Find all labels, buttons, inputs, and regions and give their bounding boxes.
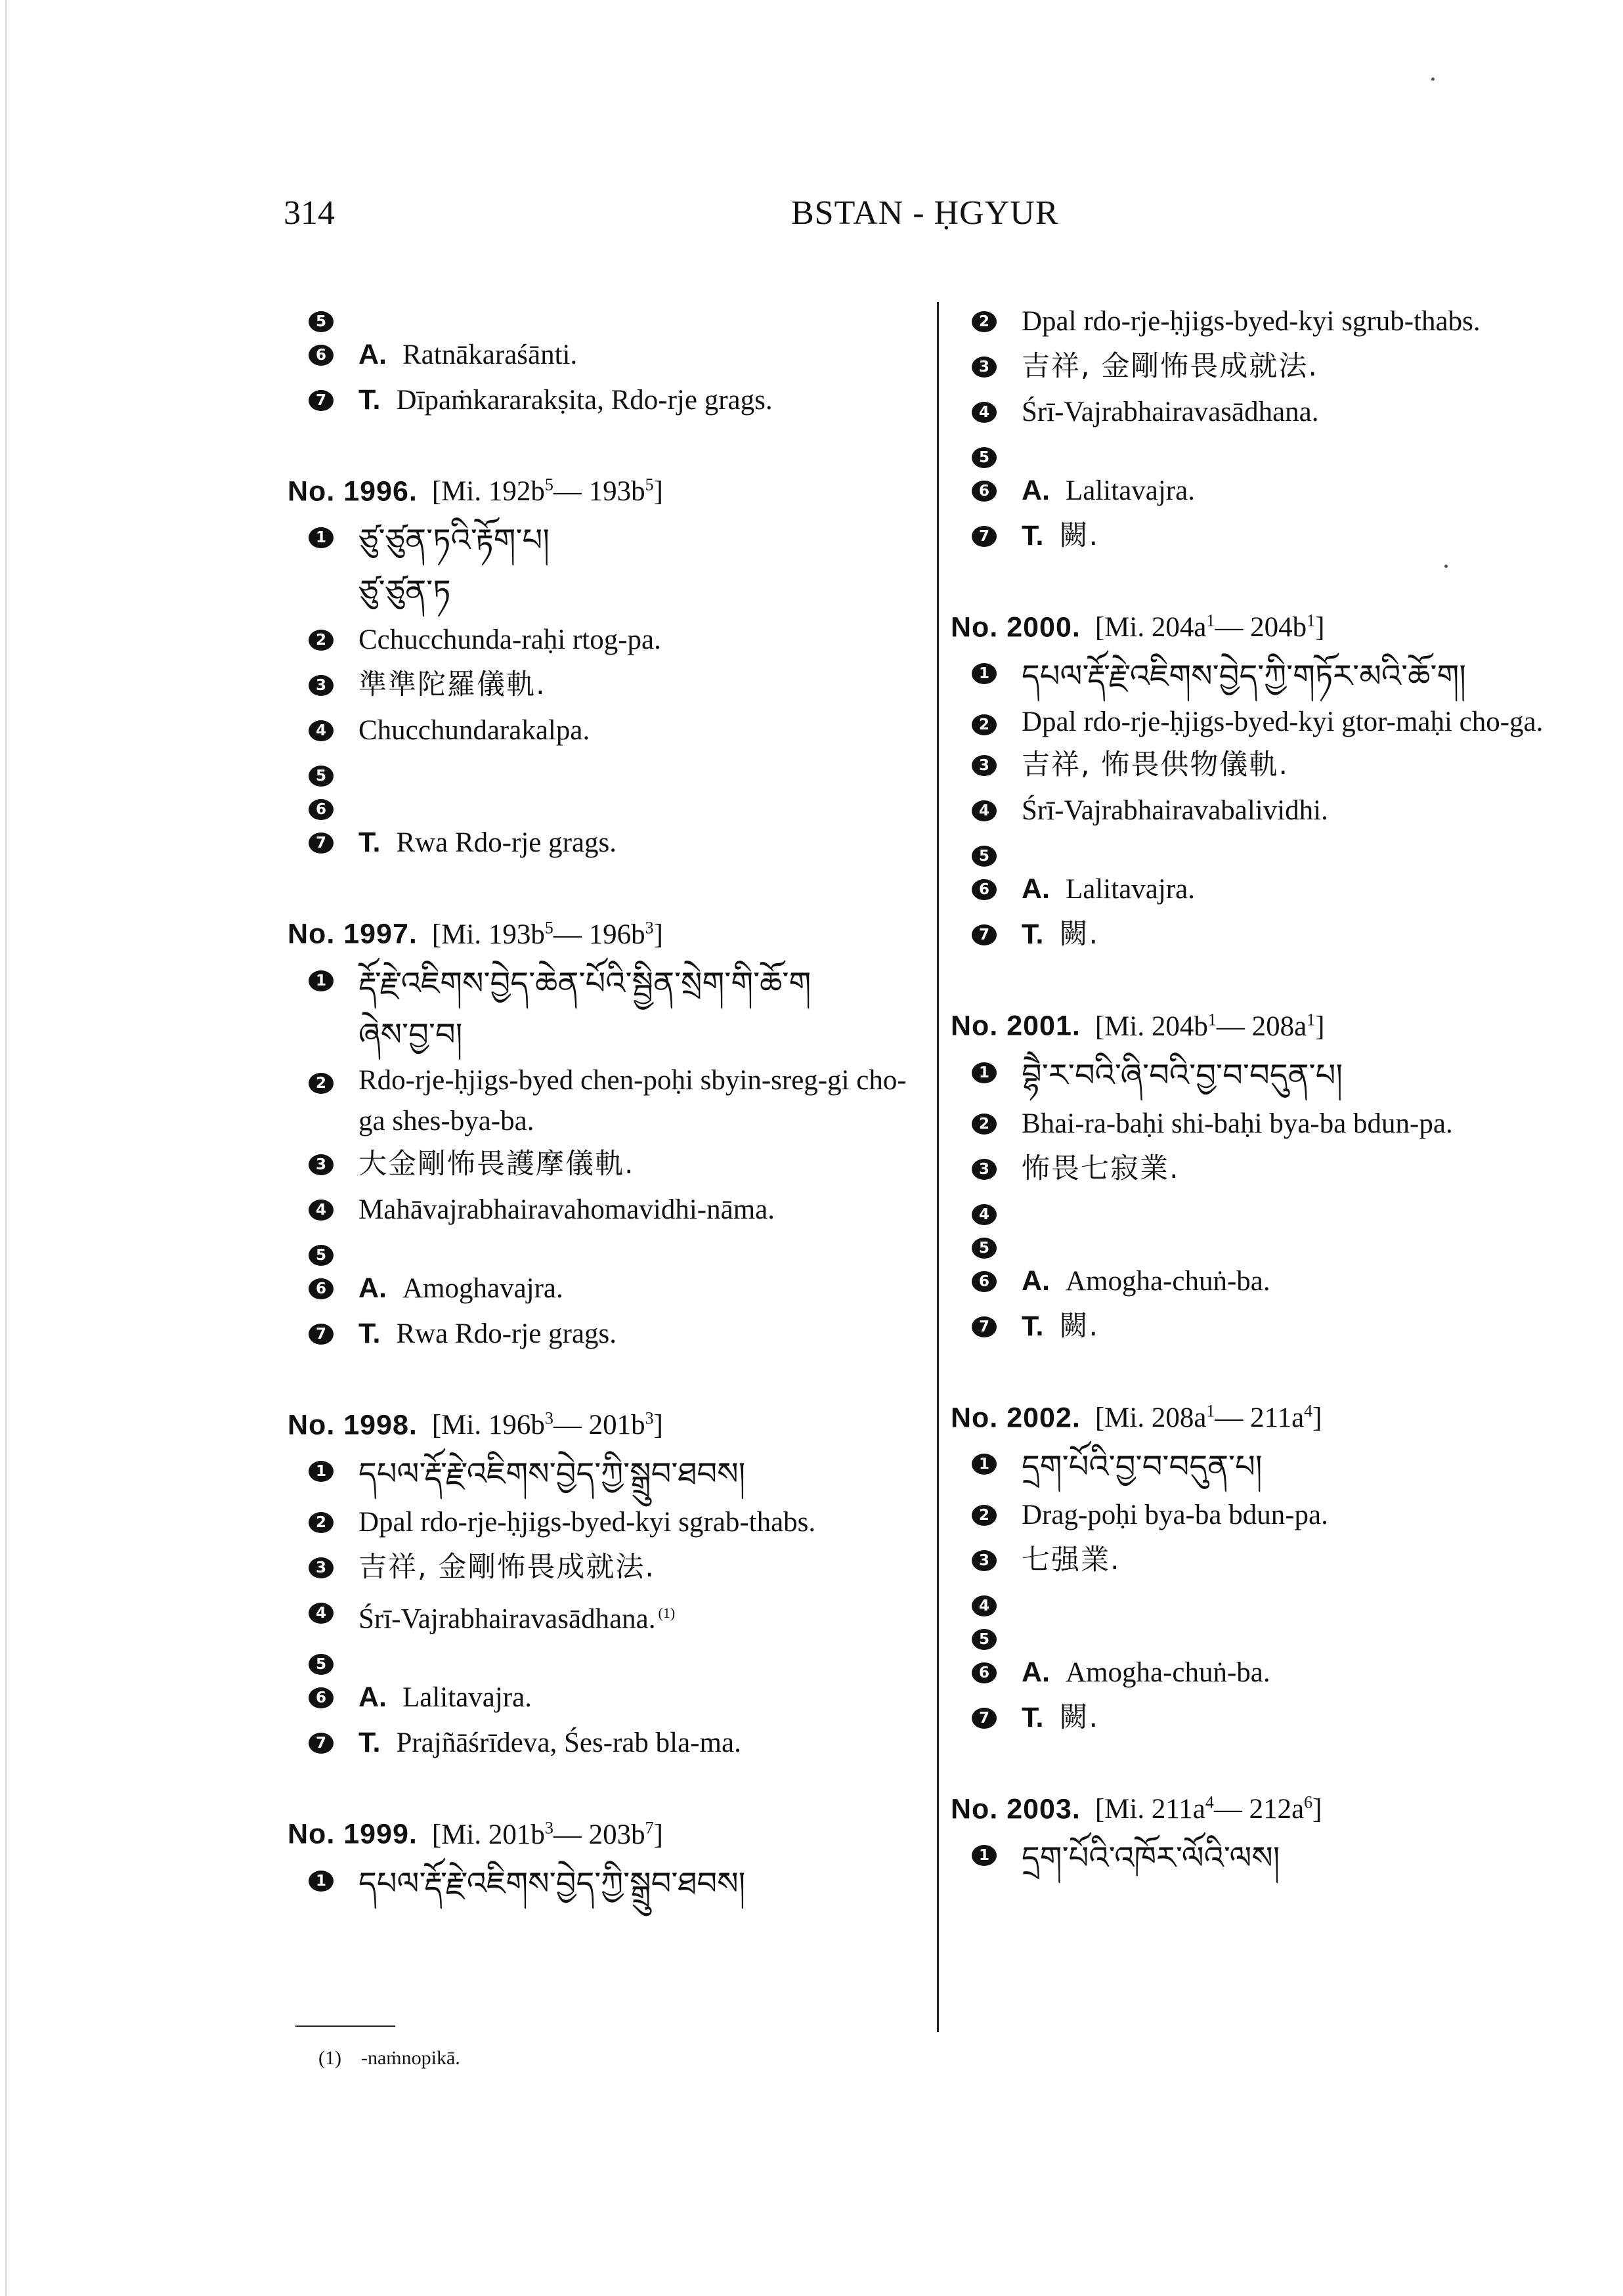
translator-tag: T. [1022,1310,1044,1342]
bullet-2: 2 [972,1114,997,1135]
sanskrit-title: Śrī-Vajrabhairavabalividhi. [1022,795,1328,827]
entry-row [972,1101,1589,1146]
tibetan-title: དཔལ་རྡོ་རྗེ་འཇིགས་བྱེད་ཀྱི་སྒྲུབ་ཐབས། [358,1455,746,1492]
folio-ref: [Mi. $211a^4—$ $212a^6$] [1094,1792,1322,1825]
footnote-ref: (1) [658,1604,676,1621]
bullet-3: 3 [309,1154,334,1175]
entry-row [972,867,1589,912]
entry-row [309,1641,926,1675]
chinese-title: 吉祥, 金剛怖畏成就法. [1022,350,1319,383]
entry-row [972,1583,1589,1616]
entry-row [309,617,926,662]
bullet-2: 2 [972,714,997,735]
author: Lalitavajra. [1066,475,1195,506]
entry-row [972,702,1589,743]
bullet-3: 3 [309,675,334,696]
entry-1997 [288,905,926,1356]
scan-edge [5,0,7,2296]
entry-row [972,1441,1589,1492]
entry-number: No. 1996. [288,475,418,508]
entry-row [309,378,926,423]
entry-header [288,905,926,957]
translator: Dīpaṁkararakṣita, Rdo-rje grags. [396,385,773,416]
folio-ref: [Mi. $193b^5—$ $196b^3$] [431,918,663,950]
bullet-1: 1 [309,1871,334,1892]
folio-ref: [Mi. $204b^1—$ $208a^1$] [1094,1010,1325,1042]
bullet-4: 4 [972,402,997,423]
entry-row [972,435,1589,468]
entry-row [972,651,1589,702]
entry-2000 [951,598,1589,957]
bullet-5: 5 [972,1629,997,1650]
bullet-6: 6 [309,1687,334,1708]
bullet-5: 5 [309,1654,334,1675]
entry-1996 [288,462,926,865]
entry-row [309,820,926,865]
entry-row [972,788,1589,833]
folio-ref: [Mi. $201b^3—$ $203b^7$] [431,1818,663,1850]
entry-row [972,1616,1589,1650]
translator: 闕. [1059,1700,1100,1734]
entry-header [288,462,926,515]
entry-1998 [288,1396,926,1766]
entry-2001 [951,997,1589,1349]
chinese-title: 準準陀羅儀軌. [358,668,546,702]
bullet-2: 2 [309,1512,334,1533]
bullet-5: 5 [972,846,997,867]
bullet-3: 3 [972,755,997,776]
bullet-4: 4 [972,800,997,821]
entry-row [309,1187,926,1232]
entry-row [972,1050,1589,1101]
running-head: BSTAN - ḤGYUR [791,194,1059,232]
bullet-6: 6 [972,1662,997,1683]
bullet-7: 7 [309,1733,334,1754]
translator-tag: T. [358,384,381,416]
bullet-4: 4 [309,1603,334,1624]
sanskrit-title: Chucchundarakalpa. [358,715,590,747]
transliteration: Dpal rdo-rje-ḥjigs-byed-kyi gtor-maḥi cho-ga. [1022,706,1544,738]
tibetan-title: དྲག་པོའི་བྱ་བ་བདུན་པ། [1022,1448,1263,1485]
entry-row [309,1232,926,1266]
bullet-5: 5 [972,447,997,468]
footnote-mark: (1) [318,2047,341,2069]
bullet-4: 4 [972,1204,997,1225]
left-column [288,299,926,1909]
bullet-5: 5 [309,311,334,332]
translator-tag: T. [358,1727,381,1759]
entry-number: No. 1999. [288,1818,418,1850]
bullet-5: 5 [309,1245,334,1266]
bullet-6: 6 [972,879,997,900]
bullet-5: 5 [972,1238,997,1259]
entry-number: No. 2002. [951,1401,1081,1433]
entry-number: No. 1997. [288,918,418,950]
bullet-2: 2 [309,630,334,651]
bullet-7: 7 [972,1708,997,1729]
translator: 闕. [1059,519,1100,552]
tibetan-title: ཙུ་ཙུན་ཏའི་རྟོག་པ། ཙུ་ཙུན་ཏ [358,522,550,611]
bullet-2: 2 [972,1505,997,1526]
column-divider [937,302,939,2032]
author-tag: A. [358,339,387,370]
entry-row [972,389,1589,435]
bullet-6: 6 [309,345,334,366]
tibetan-title: རྡོ་རྗེ་འཇིགས་བྱེད་ཆེན་པོའི་སྦྱིན་སྲེག་གི་ཆོ་ག ཞེས་བྱ་བ། [358,964,812,1053]
entry-number: No. 2000. [951,611,1081,643]
author-tag: A. [358,1681,387,1714]
bullet-7: 7 [972,1316,997,1337]
bullet-3: 3 [309,1557,334,1578]
entry-header [288,1805,926,1857]
entry-row [972,344,1589,389]
entry-2002 [951,1389,1589,1741]
entry-row [972,743,1589,788]
author: Ratnākaraśānti. [402,339,578,370]
bullet-1: 1 [309,527,334,548]
entry-row [972,1650,1589,1695]
bullet-4: 4 [309,720,334,741]
entry-row [972,299,1589,344]
entry-row [972,1695,1589,1741]
sanskrit-title: Śrī-Vajrabhairavasādhana. [1022,397,1319,427]
bullet-6: 6 [972,1271,997,1292]
author: Amogha-chuṅ-ba. [1066,1657,1270,1688]
sanskrit-title: Mahāvajrabhairavahomavidhi-nāma. [358,1194,775,1225]
entry-number: No. 2001. [951,1010,1081,1042]
entry-header [951,997,1589,1049]
bullet-5: 5 [309,766,334,787]
bullet-1: 1 [972,1454,997,1475]
entry-row [972,1225,1589,1259]
entry-row [309,753,926,787]
transliteration: Cchucchunda-raḥi rtog-pa. [358,624,661,656]
tibetan-title: དཔལ་རྡོ་རྗེ་འཇིགས་བྱེད་ཀྱི་སྒྲུབ་ཐབས། [358,1865,746,1902]
entry-row [972,1492,1589,1538]
bullet-3: 3 [972,1159,997,1180]
bullet-1: 1 [972,663,997,684]
bullet-1: 1 [972,1845,997,1866]
author-tag: A. [1022,1656,1050,1688]
author: Lalitavajra. [402,1682,532,1714]
entry-header [951,598,1589,651]
transliteration: Dpal rdo-rje-ḥjigs-byed-kyi sgrub-thabs. [1022,306,1481,337]
translator: 闕. [1059,918,1100,951]
entry-row [309,1311,926,1356]
translator-tag: T. [1022,919,1044,951]
bullet-7: 7 [309,390,334,411]
author-tag: A. [1022,873,1050,905]
tibetan-title: དཔལ་རྡོ་རྗེ་འཇིགས་བྱེད་ཀྱི་གཏོར་མའི་ཆོ་ག། [1022,658,1466,695]
entry-row [972,912,1589,957]
bullet-1: 1 [309,970,334,991]
page-number: 314 [284,194,335,232]
tibetan-title: བྷཻ་ར་བའི་ཞི་བའི་བྱ་བ་བདུན་པ། [1022,1056,1343,1094]
bullet-2: 2 [309,1073,334,1094]
bullet-2: 2 [972,311,997,332]
footnote-rule [295,2025,395,2027]
translator-tag: T. [1022,1701,1044,1733]
folio-ref: [Mi. $196b^3—$ $201b^3$] [431,1408,663,1440]
folio-ref: [Mi. $208a^1—$ $211a^4$] [1094,1401,1322,1433]
translator-tag: T. [1022,520,1044,552]
bullet-7: 7 [972,526,997,547]
entry-row [309,1720,926,1765]
folio-ref: [Mi. $204a^1—$ $204b^1$] [1094,611,1325,643]
author-tag: A. [1022,1265,1050,1297]
bullet-6: 6 [972,481,997,502]
entry-row [972,1192,1589,1225]
footnote-text: -naṁnopikā. [360,2047,460,2069]
entry-row [972,1259,1589,1304]
bullet-1: 1 [309,1461,334,1482]
entry-row [309,1142,926,1187]
entry-number: No. 1998. [288,1408,418,1440]
entry-row [309,1448,926,1500]
entry-number: No. 2003. [951,1793,1081,1825]
bullet-6: 6 [309,799,334,820]
transliteration: Rdo-rje-ḥjigs-byed chen-poḥi sbyin-sreg-gi cho-ga shes-bya-ba. [358,1064,907,1137]
entry-row [972,468,1589,513]
transliteration: Bhai-ra-baḥi shi-baḥi bya-ba bdun-pa. [1022,1108,1453,1139]
entry-row [309,332,926,378]
chinese-title: 大金剛怖畏護摩儀軌. [358,1147,635,1180]
author: Amogha-chuṅ-ba. [1066,1265,1270,1297]
bullet-6: 6 [309,1278,334,1299]
author: Amoghavajra. [402,1272,563,1304]
entry-row [309,1858,926,1909]
footnote [318,2047,460,2069]
author-tag: A. [1022,475,1050,506]
entry-row [309,1545,926,1590]
entry-row [309,1266,926,1311]
translator: Rwa Rdo-rje grags. [396,1318,617,1349]
entry-row [309,1500,926,1545]
chinese-title: 七强業. [1022,1543,1121,1576]
right-column [951,299,1589,1884]
entry-row [972,513,1589,559]
entry-header [951,1780,1589,1832]
entry-row [309,299,926,332]
translator: Prajñāśrīdeva, Śes-rab bla-ma. [396,1727,741,1759]
bullet-7: 7 [309,833,334,854]
entry-2003 [951,1780,1589,1884]
tibetan-title: དྲག་པོའི་འཁོར་ལོའི་ལས། [1022,1840,1280,1877]
author: Lalitavajra. [1066,874,1195,905]
entry-row [309,708,926,753]
bullet-3: 3 [972,1550,997,1571]
translator-tag: T. [358,1317,381,1349]
sanskrit-title: Śrī-Vajrabhairavasādhana. $^{(1)}$ [358,1603,676,1635]
entry-fragment [309,299,926,423]
entry-header [951,1389,1589,1441]
entry-row [972,1832,1589,1884]
author-tag: A. [358,1272,387,1304]
entry-row [309,515,926,617]
entry-row [972,833,1589,867]
speck [1431,77,1435,81]
entry-row [972,1538,1589,1583]
translator-tag: T. [358,827,381,859]
transliteration: Dpal rdo-rje-ḥjigs-byed-kyi sgrab-thabs. [358,1506,816,1538]
entry-1999 [288,1805,926,1909]
bullet-4: 4 [972,1595,997,1616]
translator: Rwa Rdo-rje grags. [396,827,617,859]
bullet-7: 7 [972,924,997,945]
entry-header [288,1396,926,1448]
entry-row [972,1304,1589,1349]
transliteration: Drag-poḥi bya-ba bdun-pa. [1022,1499,1328,1530]
bullet-4: 4 [309,1200,334,1221]
entry-row [309,1675,926,1720]
chinese-title: 吉祥, 金剛怖畏成就法. [358,1550,656,1584]
entry-row [309,787,926,820]
bullet-1: 1 [972,1062,997,1083]
entry-row [972,1146,1589,1192]
bullet-3: 3 [972,357,997,378]
bullet-7: 7 [309,1324,334,1345]
entry-1999-continued [972,299,1589,559]
entry-row [309,662,926,708]
entry-row [309,1060,926,1142]
entry-row [309,1590,926,1641]
translator: 闕. [1059,1309,1100,1343]
entry-row [309,958,926,1060]
chinese-title: 怖畏七寂業. [1022,1152,1180,1185]
folio-ref: [Mi. $192b^5—$ $193b^5$] [431,475,663,508]
chinese-title: 吉祥, 怖畏供物儀軌. [1022,748,1289,782]
